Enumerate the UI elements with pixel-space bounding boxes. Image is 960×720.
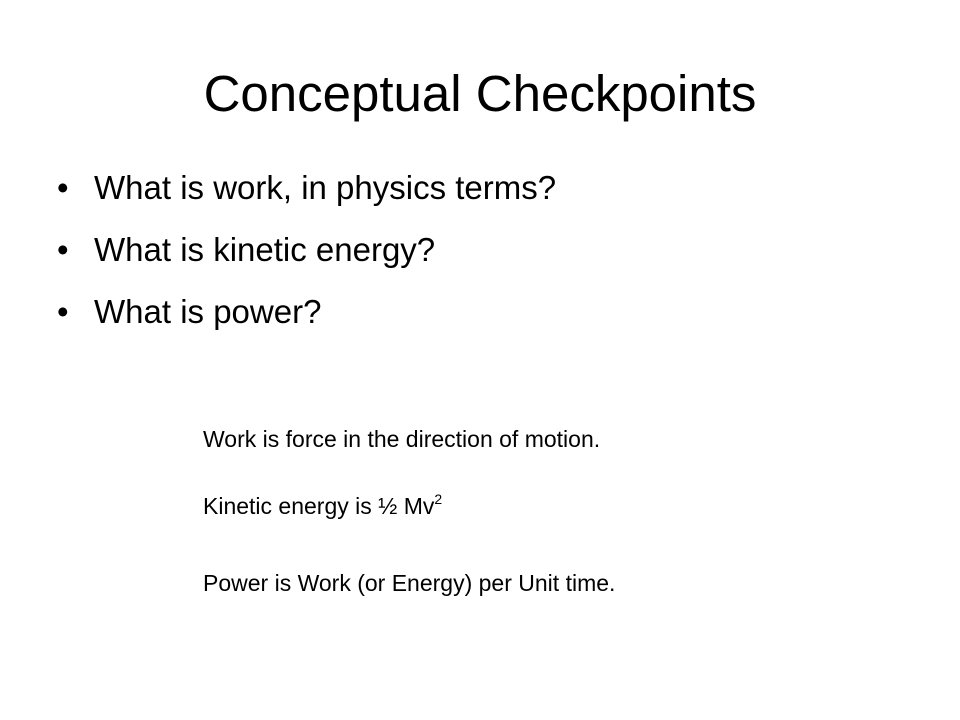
- bullet-marker: •: [57, 293, 69, 330]
- bullet-text-power: What is power?: [94, 293, 322, 330]
- bullet-marker: •: [57, 169, 69, 206]
- answer-kinetic-text: Kinetic energy is ½ Mv: [203, 493, 435, 519]
- answer-kinetic-energy: [203, 492, 442, 523]
- slide-title: Conceptual Checkpoints: [203, 65, 757, 122]
- answer-work: Work is force in the direction of motion.: [203, 426, 601, 452]
- bullet-list: [57, 168, 556, 354]
- bullet-text-work: What is work, in physics terms?: [94, 169, 557, 206]
- bullet-item: [57, 168, 556, 208]
- bullet-text-kinetic-energy: What is kinetic energy?: [94, 231, 436, 268]
- bullet-marker: •: [57, 231, 69, 268]
- bullet-item: [57, 292, 556, 332]
- exponent-superscript: 2: [434, 491, 443, 507]
- answer-power: Power is Work (or Energy) per Unit time.: [203, 570, 616, 596]
- bullet-item: [57, 230, 556, 270]
